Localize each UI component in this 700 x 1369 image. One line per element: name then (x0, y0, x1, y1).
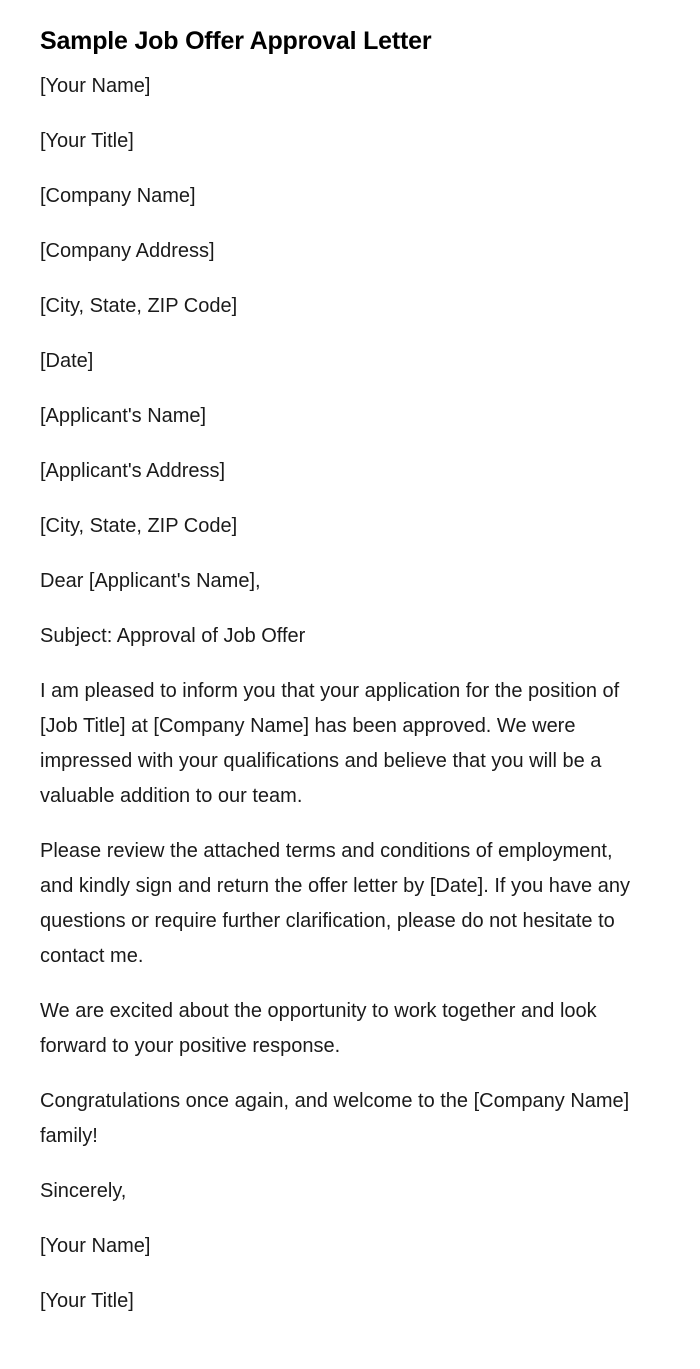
recipient-address: [Applicant's Address] (40, 460, 226, 482)
letter-date: [Date] (40, 350, 94, 372)
body-paragraph-congratulations: Congratulations once again, and welcome to the [Company Name] family! (40, 1090, 630, 1147)
recipient-name: [Applicant's Name] (40, 405, 207, 427)
sender-company: [Company Name] (40, 185, 196, 207)
closing: Sincerely, (40, 1180, 127, 1202)
sender-address: [Company Address] (40, 240, 215, 262)
body-paragraph-terms: Please review the attached terms and conditions of employment, and kindly sign and return the offer letter by [Date]. If you have any questions or require further clarification, please do not hesitate to contact me. (40, 840, 630, 967)
page-title: Sample Job Offer Approval Letter (40, 27, 432, 55)
body-paragraph-approval: I am pleased to inform you that your application for the position of [Job Title] at [Company Name] has been approved. We were impressed with your qualifications and believe that you will be a valuable addition to our team. (40, 680, 620, 807)
subject-line: Subject: Approval of Job Offer (40, 625, 306, 647)
recipient-city-state-zip: [City, State, ZIP Code] (40, 515, 238, 537)
sender-title: [Your Title] (40, 130, 134, 152)
letter-page (40, 24, 650, 1319)
sender-name: [Your Name] (40, 75, 151, 97)
body-paragraph-excited: We are excited about the opportunity to work together and look forward to your positive response. (40, 1000, 597, 1057)
sender-city-state-zip: [City, State, ZIP Code] (40, 295, 238, 317)
signature-name: [Your Name] (40, 1235, 151, 1257)
signature-title: [Your Title] (40, 1290, 134, 1312)
salutation: Dear [Applicant's Name], (40, 570, 261, 592)
